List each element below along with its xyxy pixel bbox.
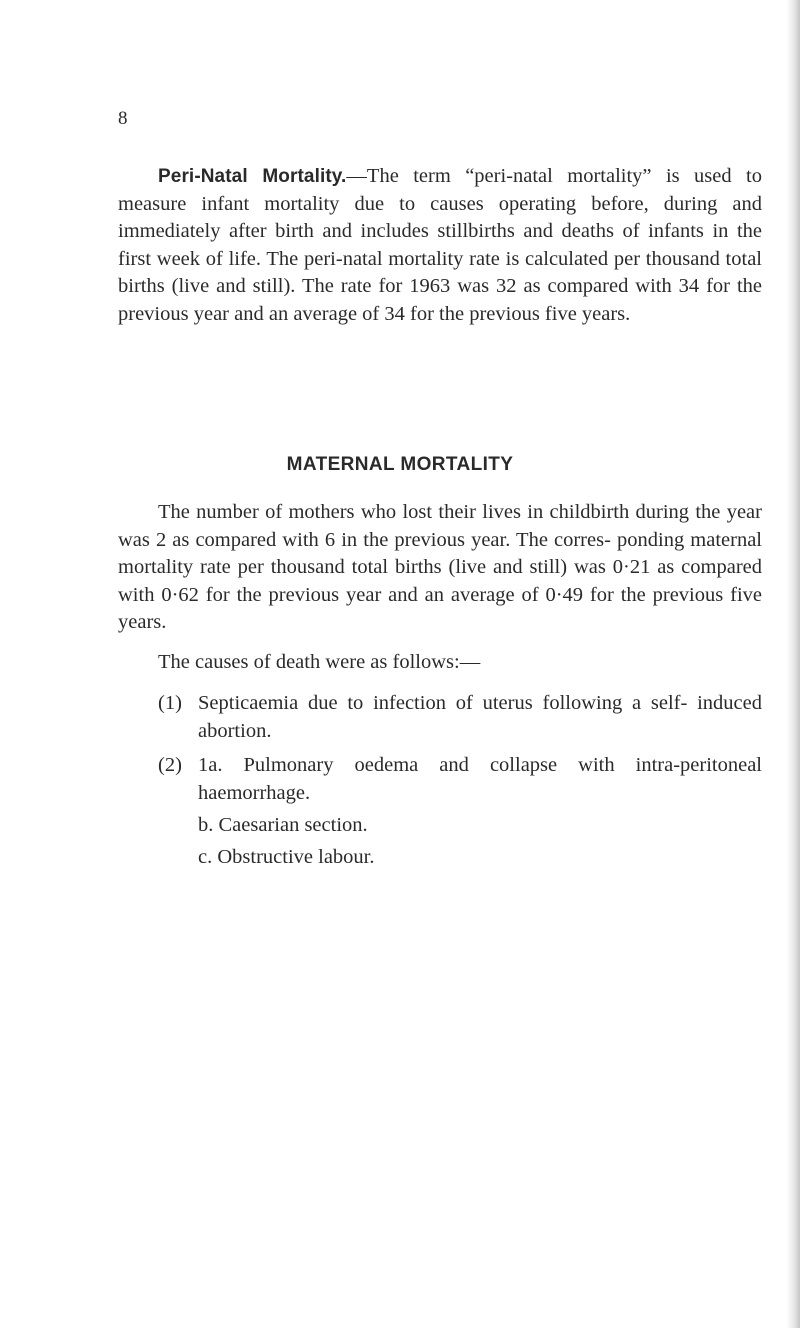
maternal-mortality-paragraph: The number of mothers who lost their lives in childbirth during the year was 2 as compared with 6 in the previous year. The corres- ponding maternal mortality rate per thousand total births (live and still) was 0·21 as compared with 0·62 for the previous year and an average of 0·49 for the previous five years.	[118, 501, 762, 633]
page-number: 8	[118, 108, 128, 129]
perinatal-body: —The term “peri-natal mortality” is used to measure infant mortality due to causes operating before, during and immediately after birth and includes stillbirths and deaths of infants in the first week of life. The peri-natal mortality rate is calculated per thousand total births (live and still). The rate for 1963 was 32 as compared with 34 for the previous year and an average of 34 for the previous five years.	[118, 165, 762, 325]
cause-text: 1a. Pulmonary oedema and collapse with intra-peritoneal haemorrhage.	[198, 754, 762, 804]
cause-item-1	[158, 689, 762, 745]
subcause-b: b. Caesarian section.	[198, 814, 368, 836]
cause-text: Septicaemia due to infection of uterus following a self- induced abortion.	[198, 692, 762, 742]
maternal-mortality-heading: MATERNAL MORTALITY	[286, 454, 514, 475]
cause-item-2	[158, 751, 762, 807]
page-edge-shadow	[786, 0, 800, 1328]
perinatal-paragraph	[118, 163, 762, 328]
perinatal-heading: Peri-Natal Mortality.	[158, 166, 347, 187]
cause-number: (2)	[158, 754, 182, 776]
subcause-c: c. Obstructive labour.	[198, 846, 375, 868]
causes-intro: The causes of death were as follows:—	[158, 651, 481, 673]
cause-number: (1)	[158, 692, 182, 714]
